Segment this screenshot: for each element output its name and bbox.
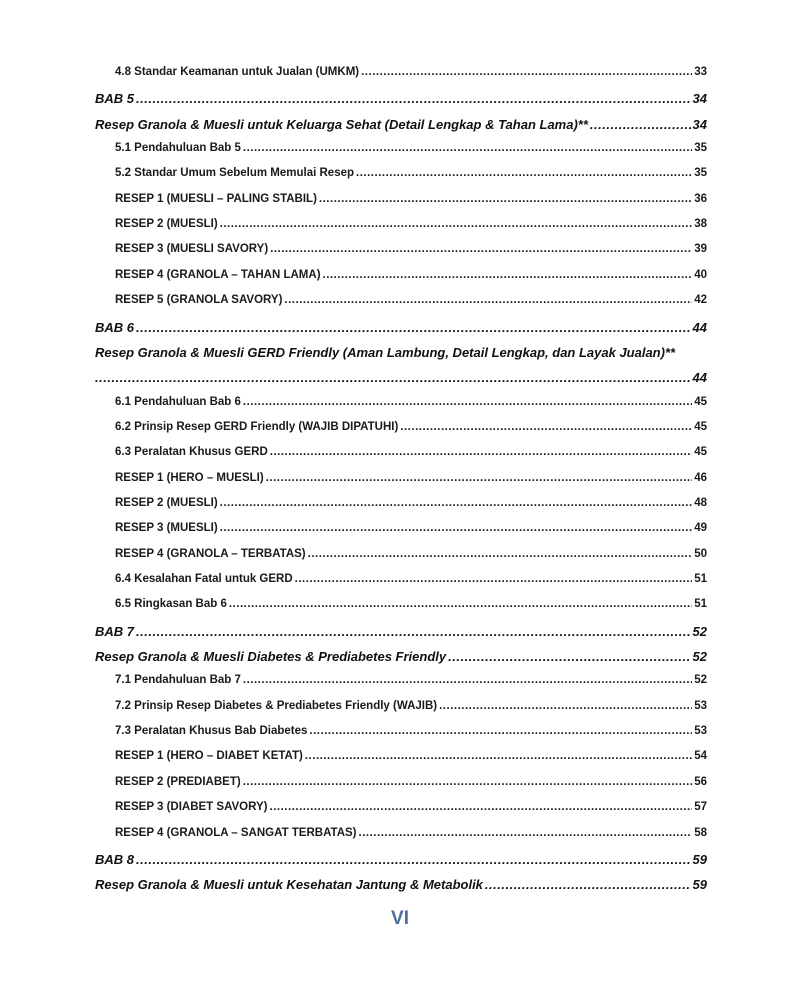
toc-leader-dots xyxy=(319,193,692,205)
toc-page-number: 51 xyxy=(694,573,707,585)
toc-entry[interactable] xyxy=(115,598,707,610)
toc-leader-dots xyxy=(439,700,692,712)
toc-leader-dots xyxy=(270,446,692,458)
toc-leader-dots xyxy=(308,548,693,560)
toc-leader-dots xyxy=(359,827,693,839)
toc-page-number: 56 xyxy=(694,775,707,788)
toc-entry[interactable] xyxy=(115,725,707,737)
toc-page-number: 44 xyxy=(692,319,707,335)
toc-entry[interactable] xyxy=(115,472,707,484)
toc-entry-label: 7.2 Prinsip Resep Diabetes & Prediabetes Friendly (WAJIB) xyxy=(115,699,438,712)
toc-page-number: 49 xyxy=(694,522,707,535)
toc-entry-label: 6.1 Pendahuluan Bab 6 xyxy=(115,395,241,408)
toc-entry[interactable] xyxy=(115,522,707,534)
toc-leader-dots xyxy=(220,497,693,509)
toc-entry-label: RESEP 4 (GRANOLA – SANGAT TERBATAS) xyxy=(115,826,357,839)
toc-entry-label: RESEP 2 (MUESLI) xyxy=(115,496,218,509)
toc-entry[interactable] xyxy=(115,294,707,306)
toc-entry-label: RESEP 5 (GRANOLA SAVORY) xyxy=(115,294,283,307)
toc-leader-dots xyxy=(284,294,692,306)
toc-page-number: 39 xyxy=(694,243,707,256)
toc-entry-label: BAB 5 xyxy=(95,91,135,107)
toc-leader-dots xyxy=(243,396,692,408)
page-number: VI xyxy=(391,908,409,929)
toc-entry[interactable] xyxy=(115,801,707,813)
toc-leader-dots xyxy=(136,320,691,335)
toc-entry-label: RESEP 4 (GRANOLA – TERBATAS) xyxy=(115,547,306,560)
toc-leader-dots xyxy=(590,117,691,132)
toc-page-number: 42 xyxy=(694,294,707,307)
toc-page-number: 35 xyxy=(694,142,707,155)
toc-leader-dots xyxy=(266,472,693,484)
toc-chapter-entry[interactable] xyxy=(95,649,707,664)
toc-entry-label: Resep Granola & Muesli untuk Keluarga Sehat (Detail Lengkap & Tahan Lama)** xyxy=(95,116,588,132)
toc-page-number: 34 xyxy=(692,116,707,132)
toc-page-number: 46 xyxy=(694,471,707,484)
toc-page-number: 38 xyxy=(694,218,707,231)
toc-entry-label: RESEP 4 (GRANOLA – TAHAN LAMA) xyxy=(115,268,321,281)
toc-page-number: 44 xyxy=(692,370,707,386)
toc-page-number: 57 xyxy=(694,801,707,814)
toc-entry[interactable] xyxy=(115,396,707,408)
toc-entry[interactable] xyxy=(115,167,707,179)
toc-page-number: 35 xyxy=(694,167,707,180)
toc-leader-dots xyxy=(243,142,692,154)
toc-entry[interactable] xyxy=(115,827,707,839)
toc-page-number: 53 xyxy=(694,699,707,712)
toc-page-number: 52 xyxy=(694,674,707,687)
toc-chapter-entry[interactable] xyxy=(95,345,707,360)
toc-entry-label: RESEP 3 (MUESLI SAVORY) xyxy=(115,243,269,256)
toc-entry[interactable] xyxy=(115,674,707,686)
toc-leader-dots xyxy=(136,852,691,867)
toc-entry[interactable] xyxy=(115,243,707,255)
toc-chapter-entry[interactable] xyxy=(95,320,707,335)
toc-entry[interactable] xyxy=(115,142,707,154)
toc-leader-dots xyxy=(136,624,691,639)
toc-entry-label: Resep Granola & Muesli GERD Friendly (Aman Lambung, Detail Lengkap, dan Layak Jualan)** xyxy=(95,344,676,360)
toc-leader-dots xyxy=(95,370,691,385)
toc-entry[interactable] xyxy=(115,421,707,433)
toc-page-number: 45 xyxy=(694,395,707,408)
toc-page-number: 59 xyxy=(692,851,707,867)
toc-entry[interactable] xyxy=(115,269,707,281)
toc-entry[interactable] xyxy=(115,573,707,585)
toc-leader-dots xyxy=(243,776,693,788)
toc-leader-dots xyxy=(295,573,693,585)
toc-entry[interactable] xyxy=(115,193,707,205)
toc-entry-label: 6.3 Peralatan Khusus GERD xyxy=(115,446,268,459)
toc-entry-label: Resep Granola & Muesli Diabetes & Prediabetes Friendly xyxy=(95,649,447,665)
toc-page-number: 51 xyxy=(694,598,707,611)
toc-entry-label: 5.2 Standar Umum Sebelum Memulai Resep xyxy=(115,167,355,180)
toc-entry-label: 5.1 Pendahuluan Bab 5 xyxy=(115,142,241,155)
toc-entry[interactable] xyxy=(115,66,707,78)
toc-leader-dots xyxy=(309,725,692,737)
toc-chapter-entry[interactable] xyxy=(95,370,707,385)
toc-entry-label: RESEP 2 (MUESLI) xyxy=(115,218,218,231)
toc-chapter-entry[interactable] xyxy=(95,877,707,892)
toc-entry-label: BAB 8 xyxy=(95,851,135,867)
toc-page-number: 50 xyxy=(694,547,707,560)
toc-leader-dots xyxy=(305,750,692,762)
toc-leader-dots xyxy=(220,522,693,534)
toc-page-number: 45 xyxy=(694,446,707,459)
toc-chapter-entry[interactable] xyxy=(95,117,707,132)
toc-page-number: 58 xyxy=(694,826,707,839)
toc-leader-dots xyxy=(243,674,692,686)
toc-page-number: 36 xyxy=(694,192,707,205)
toc-entry-label: RESEP 3 (MUESLI) xyxy=(115,522,218,535)
toc-leader-dots xyxy=(220,218,693,230)
toc-leader-dots xyxy=(448,649,690,664)
toc-leader-dots xyxy=(356,167,692,179)
toc-entry[interactable] xyxy=(115,700,707,712)
toc-entry-label: 6.2 Prinsip Resep GERD Friendly (WAJIB DIPATUHI) xyxy=(115,420,399,433)
toc-leader-dots xyxy=(136,91,691,106)
toc-entry-label: RESEP 1 (HERO – MUESLI) xyxy=(115,471,264,484)
toc-entry-label: 7.3 Peralatan Khusus Bab Diabetes xyxy=(115,725,308,738)
toc-chapter-entry[interactable] xyxy=(95,852,707,867)
toc-leader-dots xyxy=(229,598,692,610)
toc-entry-label: BAB 7 xyxy=(95,623,135,639)
toc-page-number: 33 xyxy=(694,66,707,78)
toc-entry[interactable] xyxy=(115,776,707,788)
toc-page-number: 52 xyxy=(692,623,707,639)
toc-leader-dots xyxy=(400,421,692,433)
toc-entry-label: RESEP 3 (DIABET SAVORY) xyxy=(115,801,268,814)
toc-entry[interactable] xyxy=(115,218,707,230)
toc-entry-label: RESEP 2 (PREDIABET) xyxy=(115,775,241,788)
toc-page-number: 40 xyxy=(694,268,707,281)
toc-leader-dots xyxy=(485,877,691,892)
toc-leader-dots xyxy=(323,269,693,281)
toc-entry-label: 4.8 Standar Keamanan untuk Jualan (UMKM) xyxy=(115,66,360,78)
toc-page-number: 52 xyxy=(692,649,707,665)
toc-page-number: 34 xyxy=(692,91,707,107)
toc-page-number: 54 xyxy=(694,750,707,763)
toc-entry-label: BAB 6 xyxy=(95,319,135,335)
toc-entry-label: 6.5 Ringkasan Bab 6 xyxy=(115,598,227,611)
toc-page-number: 48 xyxy=(694,496,707,509)
toc-leader-dots xyxy=(270,801,693,813)
toc-page-number: 59 xyxy=(692,877,707,893)
toc-chapter-entry[interactable] xyxy=(95,91,707,106)
toc-leader-dots xyxy=(270,243,692,255)
toc-entry-label: RESEP 1 (MUESLI – PALING STABIL) xyxy=(115,192,317,205)
toc-chapter-entry[interactable] xyxy=(95,624,707,639)
toc-entry-label: Resep Granola & Muesli untuk Kesehatan Jantung & Metabolik xyxy=(95,877,483,893)
toc-entry[interactable] xyxy=(115,548,707,560)
toc-entry[interactable] xyxy=(115,446,707,458)
toc-entry-label: 6.4 Kesalahan Fatal untuk GERD xyxy=(115,573,293,585)
toc-entry[interactable] xyxy=(115,750,707,762)
toc-entry-label: RESEP 1 (HERO – DIABET KETAT) xyxy=(115,750,303,763)
toc-entry[interactable] xyxy=(115,497,707,509)
toc-leader-dots xyxy=(361,66,692,78)
toc-page-number: 53 xyxy=(694,725,707,738)
toc-entry-label: 7.1 Pendahuluan Bab 7 xyxy=(115,674,241,687)
toc-page-number: 45 xyxy=(694,420,707,433)
